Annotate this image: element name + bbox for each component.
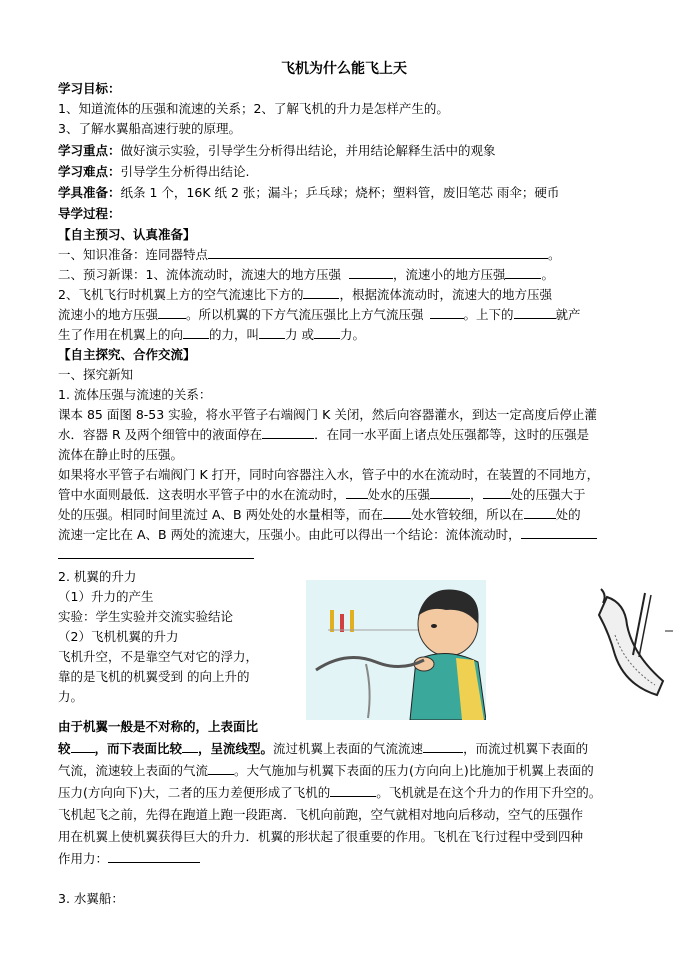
preview-text: 力。 bbox=[340, 327, 366, 342]
paragraph-text: ， bbox=[470, 487, 483, 502]
fill-blank[interactable] bbox=[521, 526, 597, 539]
objective-line-2: 3、了解水翼船高速行驶的原理。 bbox=[58, 121, 241, 136]
preview-text: 。上下的 bbox=[463, 307, 514, 322]
fill-blank[interactable] bbox=[430, 306, 464, 319]
fill-blank[interactable] bbox=[303, 286, 339, 299]
objective-line-1: 1、知道流体的压强和流速的关系；2、了解飞机的升力是怎样产生的。 bbox=[58, 101, 449, 116]
lift-text-4: 由于机翼一般是不对称的，上表面比 bbox=[58, 719, 259, 734]
objectives-heading: 学习目标： bbox=[58, 81, 121, 96]
paragraph-text: 流速一定比在 A、B 两处的流速大，压强小。由此可以得出一个结论：流体流动时， bbox=[58, 527, 521, 542]
preview-text: 的力，叫 bbox=[209, 327, 260, 342]
lift-text: 较 bbox=[58, 741, 71, 756]
fill-blank[interactable] bbox=[430, 486, 470, 499]
fill-blank[interactable] bbox=[524, 506, 556, 519]
fill-blank[interactable] bbox=[505, 266, 541, 279]
boy-blowing-illustration bbox=[306, 580, 486, 720]
section-3-heading: 3. 水翼船： bbox=[58, 891, 124, 906]
paragraph-text: 水．容器 R 及两个细管中的液面停在 bbox=[58, 427, 263, 442]
lift-text-7 bbox=[58, 784, 601, 802]
fill-blank[interactable] bbox=[182, 740, 198, 753]
fill-blank[interactable] bbox=[346, 486, 368, 499]
paragraph-text: ．在同一水平面上诸点处压强都等，这时的压强是 bbox=[314, 427, 590, 442]
preview-line-4 bbox=[58, 306, 581, 324]
lift-text: 。飞机就是在这个升力的作用下升空的。 bbox=[376, 785, 602, 800]
preview-text: ，流速小的地方压强 bbox=[392, 267, 506, 282]
key-point-line bbox=[58, 142, 496, 160]
fill-blank[interactable] bbox=[262, 426, 314, 439]
lift-text-1: 飞机升空，不是靠空气对它的浮力， bbox=[58, 649, 259, 664]
fill-blank[interactable] bbox=[183, 326, 209, 339]
paragraph-3-line-2 bbox=[58, 526, 597, 544]
fill-blank[interactable] bbox=[330, 784, 376, 797]
lift-text-3: 力。 bbox=[58, 689, 84, 704]
paragraph-1-line-3: 流体在静止时的压强。 bbox=[58, 447, 184, 462]
preview-text: ，根据流体流动时，流速大的地方压强 bbox=[339, 287, 552, 302]
preview-text: 2、飞机飞行时机翼上方的空气流速比下方的 bbox=[58, 287, 304, 302]
fill-blank[interactable] bbox=[314, 326, 340, 339]
paragraph-2-line-1: 如果将水平管子右端阀门 K 打开，同时向容器注入水，管子中的水在流动时，在装置的不同地方， bbox=[58, 467, 600, 482]
difficulty-text: 引导学生分析得出结论. bbox=[120, 164, 250, 179]
lift-text: ，呈流线型。 bbox=[198, 741, 274, 756]
preview-text: 生了作用在机翼上的向 bbox=[58, 327, 184, 342]
lift-text-8: 飞机起飞之前，先得在跑道上跑一段距离．飞机向前跑，空气就相对地向后移动，空气的压强作 bbox=[58, 807, 584, 822]
fill-blank[interactable] bbox=[71, 740, 95, 753]
guide-heading: 导学过程： bbox=[58, 206, 121, 221]
lift-sub-1: （1）升力的产生 bbox=[58, 589, 154, 604]
lift-experiment: 实验：学生实验并交流实验结论 bbox=[58, 609, 234, 624]
lift-sub-2: （2）飞机机翼的升力 bbox=[58, 629, 179, 644]
paragraph-text: 处的压强。相同时间里流过 A、B 两处处的水量相等，而在 bbox=[58, 507, 384, 522]
page-title: 飞机为什么能飞上天 bbox=[281, 61, 407, 77]
materials-line bbox=[58, 184, 559, 202]
preview-line-5 bbox=[58, 326, 365, 344]
lift-text: 。大气施加与机翼下表面的压力(方向向上)比施加于机翼上表面的 bbox=[234, 763, 594, 778]
fill-blank[interactable] bbox=[58, 546, 254, 559]
preview-text: 力 或 bbox=[285, 327, 315, 342]
paragraph-text: 处的 bbox=[555, 507, 581, 522]
paragraph-text: 管中水面则最低．这表明水平管子中的水在流动时， bbox=[58, 487, 346, 502]
explore-sub: 一、探究新知 bbox=[58, 367, 134, 382]
paragraph-1-line-1: 课本 85 面图 8-53 实验，将水平管子右端阀门 K 关闭，然后向容器灌水，到达一定高度后停止灌 bbox=[58, 407, 597, 422]
preview-text: 。所以机翼的下方气流压强比上方气流压强 bbox=[186, 307, 424, 322]
preview-line-2 bbox=[58, 266, 554, 284]
fill-blank[interactable] bbox=[259, 326, 285, 339]
difficulty-label: 学习难点： bbox=[58, 164, 121, 179]
paragraph-1-line-2 bbox=[58, 426, 589, 444]
lift-text-10 bbox=[58, 850, 200, 868]
preview-text: 。 bbox=[548, 247, 561, 262]
fill-blank[interactable] bbox=[383, 506, 411, 519]
lift-text: 压力(方向向下)大，二者的压力差便形成了飞机的 bbox=[58, 785, 331, 800]
lift-text: ，而流过机翼下表面的 bbox=[463, 741, 589, 756]
lift-text: ，而下表面比较 bbox=[94, 741, 183, 756]
preview-text: 一、知识准备：连同器特点 bbox=[58, 247, 209, 262]
materials-label: 学具准备： bbox=[58, 185, 121, 200]
lift-text: 流过机翼上表面的气流流速 bbox=[273, 741, 424, 756]
fill-blank[interactable] bbox=[349, 266, 393, 279]
difficulty-line bbox=[58, 163, 250, 181]
preview-text: 。 bbox=[541, 267, 554, 282]
key-point-label: 学习重点： bbox=[58, 143, 121, 158]
paragraph-3-line-3 bbox=[58, 546, 254, 564]
lift-text: 作用力： bbox=[58, 851, 109, 866]
materials-text: 纸条 1 个，16K 纸 2 张；漏斗；乒乓球；烧杯；塑料管，废旧笔芯 雨伞；硬币 bbox=[120, 185, 560, 200]
preview-line-3 bbox=[58, 286, 552, 304]
fill-blank[interactable] bbox=[208, 762, 234, 775]
lift-text-6 bbox=[58, 762, 594, 780]
lift-text-2: 靠的是飞机的机翼受到 的向上升的 bbox=[58, 669, 250, 684]
fill-blank[interactable] bbox=[158, 306, 186, 319]
paragraph-text: 处的压强大于 bbox=[510, 487, 586, 502]
lift-text-9: 用在机翼上使机翼获得巨大的升力．机翼的形状起了很重要的作用。飞机在飞行过程中受到四种 bbox=[58, 829, 584, 844]
paragraph-2-line-2 bbox=[58, 486, 586, 504]
fill-blank[interactable] bbox=[483, 486, 511, 499]
preview-line-1 bbox=[58, 246, 561, 264]
preview-text: 流速小的地方压强 bbox=[58, 307, 159, 322]
paragraph-text: 处水的压强 bbox=[367, 487, 431, 502]
explore-heading: 【自主探究、合作交流】 bbox=[58, 347, 196, 362]
lift-text-5 bbox=[58, 740, 588, 758]
paragraph-3-line-1 bbox=[58, 506, 581, 524]
fill-blank[interactable] bbox=[108, 850, 200, 863]
key-point-text: 做好演示实验，引导学生分析得出结论，并用结论解释生活中的观象 bbox=[120, 143, 496, 158]
fill-blank[interactable] bbox=[514, 306, 556, 319]
fill-blank[interactable] bbox=[423, 740, 463, 753]
lift-text: 气流，流速较上表面的气流 bbox=[58, 763, 209, 778]
preview-text: 就产 bbox=[555, 307, 581, 322]
paragraph-text: 处水管较细，所以在 bbox=[411, 507, 524, 522]
preview-heading: 【自主预习、认真准备】 bbox=[58, 227, 196, 242]
wing-diagram bbox=[585, 585, 675, 705]
preview-text: 二、预习新课：1、流体流动时，流速大的地方压强 bbox=[58, 267, 341, 282]
fill-blank[interactable] bbox=[208, 246, 548, 259]
section-2-heading: 2. 机翼的升力 bbox=[58, 569, 137, 584]
section-1-heading: 1. 流体压强与流速的关系： bbox=[58, 387, 212, 402]
